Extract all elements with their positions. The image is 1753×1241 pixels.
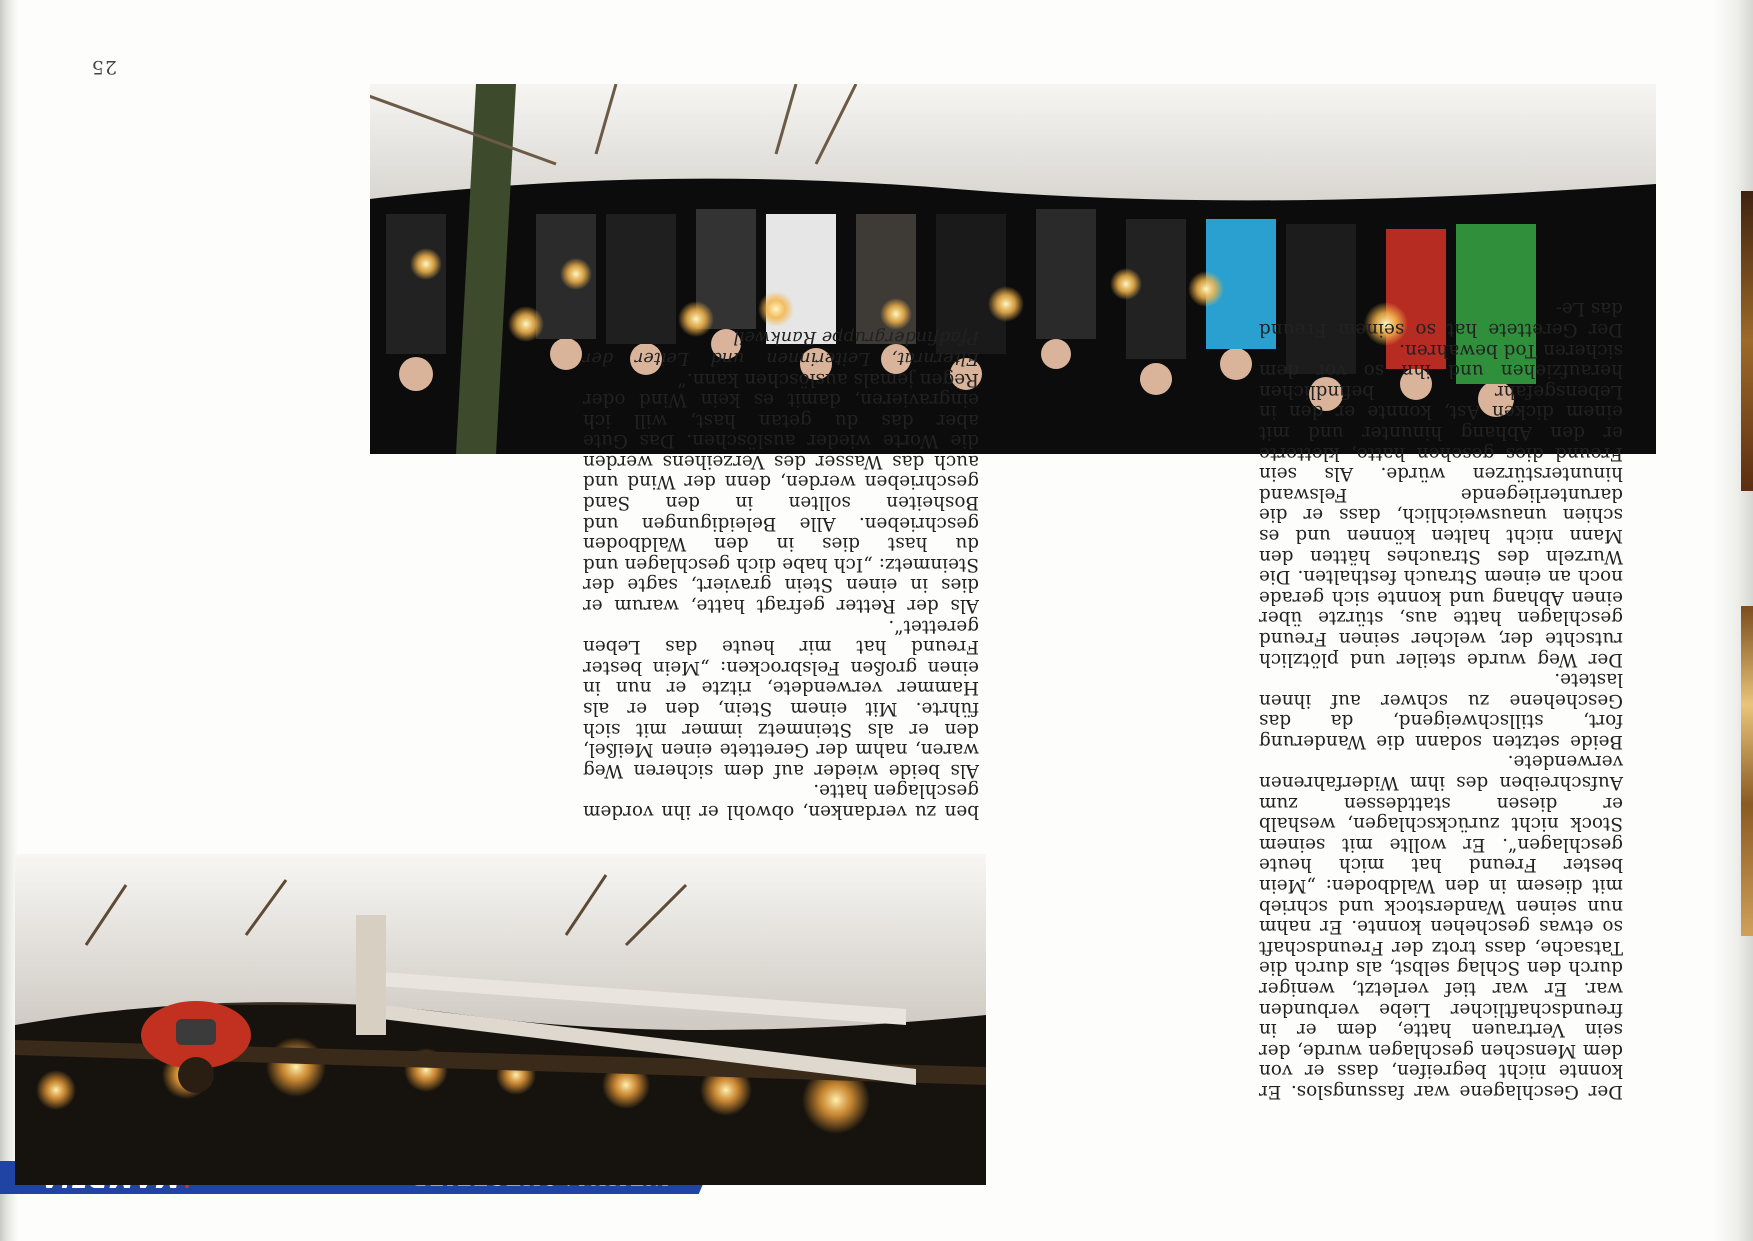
adjacent-page-strip <box>1741 606 1753 936</box>
adjacent-page-strip <box>1741 191 1753 491</box>
page-number: 25 <box>90 56 117 78</box>
article-column-left <box>1259 298 1623 1102</box>
paragraph: Als der Retter gefragt hatte, warum er dies in einen Stein graviert, sagte der Steinmetz: „Ich habe dich geschlagen und du hast dies in den Waldboden geschrieben. Alle Beleidigungen und Bosheiten sollten in den Sand geschrieben werden, denn der Wind und auch das Wasser des Verzeihens werden die Worte wieder auslöschen. Das Gute aber das du getan hast, will ich eingravieren, damit es kein Wind oder Regen jemals auslöschen kann.“ <box>583 368 979 617</box>
article-column-right <box>583 327 979 822</box>
paragraph: Beide setzten sodann die Wanderung fort, stillschweigend, da das Geschehene zu schwer auf ihnen lastete. <box>1259 669 1623 752</box>
paragraph: Der Gerettete hat so seinem Freund das Le- <box>1259 298 1623 341</box>
photo-caption: Elternrat, Leiterinnen und Leiter der Pfadfindergruppe Rankweil <box>583 327 979 368</box>
paragraph: ben zu verdanken, obwohl er ihn vordem geschlagen hatte. <box>583 780 979 822</box>
paragraph: Der Weg wurde steiler und plötzlich rutschte der, welcher seinen Freund geschlagen hatte aus, stürzte über einen Abhang und konnte sich gerade noch an einem Strauch festhalten. Die Wurzeln des Strauches hätten den Mann nicht halten können und es schien unausweichlich, dass er die darunterliegende Felswand hinunterstürzen würde. Als sein Freund dies gesehen hatte, kletterte er den Abhang hinunter und mit einem dicken Ast, konnte er den in Lebensgefahr befindlichen heraufziehen und ihn so vor dem sicheren Tod bewahren. <box>1259 339 1623 670</box>
paragraph: Als beide wieder auf dem sicheren Weg waren, nahm der Gerettete einen Meißel, den er als Steinmetz immer mit sich führte. Mit einem Stein, den er als Hammer verwendete, ritzte er nun in einen großen Felsbrocken: „Mein bester Freund hat mir heute das Leben gerettet“. <box>583 615 979 781</box>
bridge-photo-art <box>15 854 986 1185</box>
paragraph: Der Geschlagene war fassungslos. Er konnte nicht begreifen, dass er von dem Menschen geschlagen wurde, der sein Vertrauen hatte, dem er in freundschaftlicher Liebe verbunden war. Er war tief verletzt, weniger durch den Schlag selbst, als durch die Tatsache, dass trotz der Freundschaft so etwas geschehen konnte. Er nahm nun seinen Wanderstock und schrieb mit diesem in den Waldboden: „Mein bester Freund hat mich heute geschlagen“. Er wollte mit seinem Stock nicht zurückschlagen, weshalb er diesen stattdessen zum Aufschreiben des ihm Widerfahrenen verwendete. <box>1259 751 1623 1102</box>
photo-bridge-candles <box>15 854 986 1185</box>
